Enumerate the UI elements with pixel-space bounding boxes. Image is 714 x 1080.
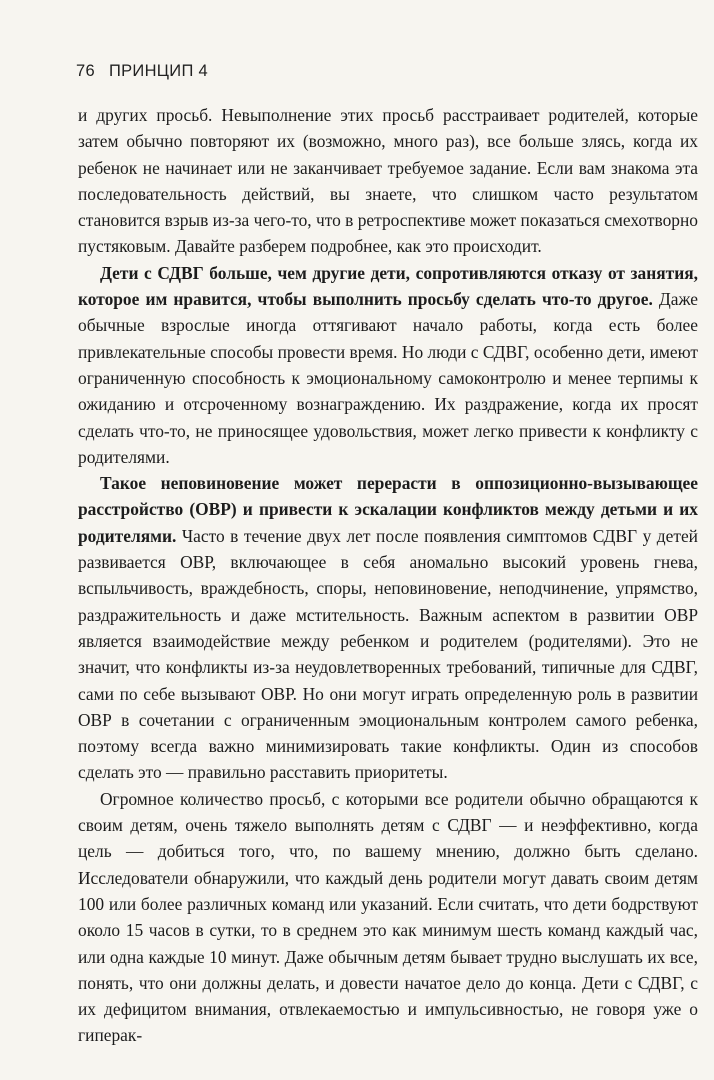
- paragraph-3: [78, 470, 698, 786]
- section-title: ПРИНЦИП 4: [108, 62, 208, 80]
- paragraph-1: [78, 102, 698, 260]
- paragraph-4: [78, 786, 698, 1049]
- paragraph-lead: Дети с СДВГ больше, чем другие дети, сопротивляются отказу от занятия, которое им нравится, чтобы выполнить просьбу сделать что-то другое.: [78, 262, 698, 310]
- paragraph-text: Огромное количество просьб, с которыми все родители обычно обращаются к своим детям, очень тяжело выполнять детям с СДВГ — и неэффективно, когда цель — добиться того, что, по вашему мнению, должно быть сделано. Исследователи обнаружили, что каждый день родители могут давать своим детям 100 или более различных команд или указаний. Если считать, что дети бодрствуют около 15 часов в сутки, то в среднем это как минимум шесть команд каждый час, или одна каждые 10 минут. Даже обычным детям бывает трудно выслушать их все, понять, что они должны делать, и довести начатое дело до конца. Дети с СДВГ, с их дефицитом внимания, отвлекаемостью и импульсивностью, не говоря уже о гиперак-: [78, 788, 698, 1046]
- paragraph-lead: Такое неповиновение может перерасти в оппозиционно-вызывающее расстройство (ОВР) и привести к эскалации конфликтов между детьми и их родителями.: [78, 473, 698, 546]
- paragraph-text: Часто в течение двух лет после появления симптомов СДВГ у детей развивается ОВР, включающее в себя аномально высокий уровень гнева, вспыльчивость, враждебность, споры, неповиновение, неподчинение, упрямство, раздражительность и даже мстительность. Важным аспектом в развитии ОВР является взаимодействие между ребенком и родителем (родителями). Это не значит, что конфликты из-за неудовлетворенных требований, типичные для СДВГ, сами по себе вызывают ОВР. Но они могут играть определенную роль в развитии ОВР в сочетании с ограниченным эмоциональным контролем самого ребенка, поэтому всегда важно минимизировать такие конфликты. Один из способов сделать это — правильно расставить приоритеты.: [78, 525, 698, 783]
- running-head: [76, 62, 698, 84]
- paragraph-2: [78, 260, 698, 470]
- page-number: 76: [76, 62, 95, 80]
- paragraph-text: и других просьб. Невыполнение этих просьб расстраивает родителей, которые затем обычно повторяют их (возможно, много раз), все больше злясь, когда их ребенок не начинает или не заканчивает требуемое задание. Если вам знакома эта последовательность действий, вы знаете, что слишком часто результатом становится взрыв из-за чего-то, что в ретроспективе может показаться смехотворно пустяковым. Давайте разберем подробнее, как это происходит.: [78, 105, 698, 257]
- paragraph-text: Даже обычные взрослые иногда оттягивают начало работы, когда есть более привлекательные способы провести время. Но люди с СДВГ, особенно дети, имеют ограниченную способность к эмоциональному самоконтролю и менее терпимы к ожиданию и отсроченному вознаграждению. Их раздражение, когда их просят сделать что-то, не приносящее удовольствия, может легко привести к конфликту с родителями.: [78, 289, 699, 467]
